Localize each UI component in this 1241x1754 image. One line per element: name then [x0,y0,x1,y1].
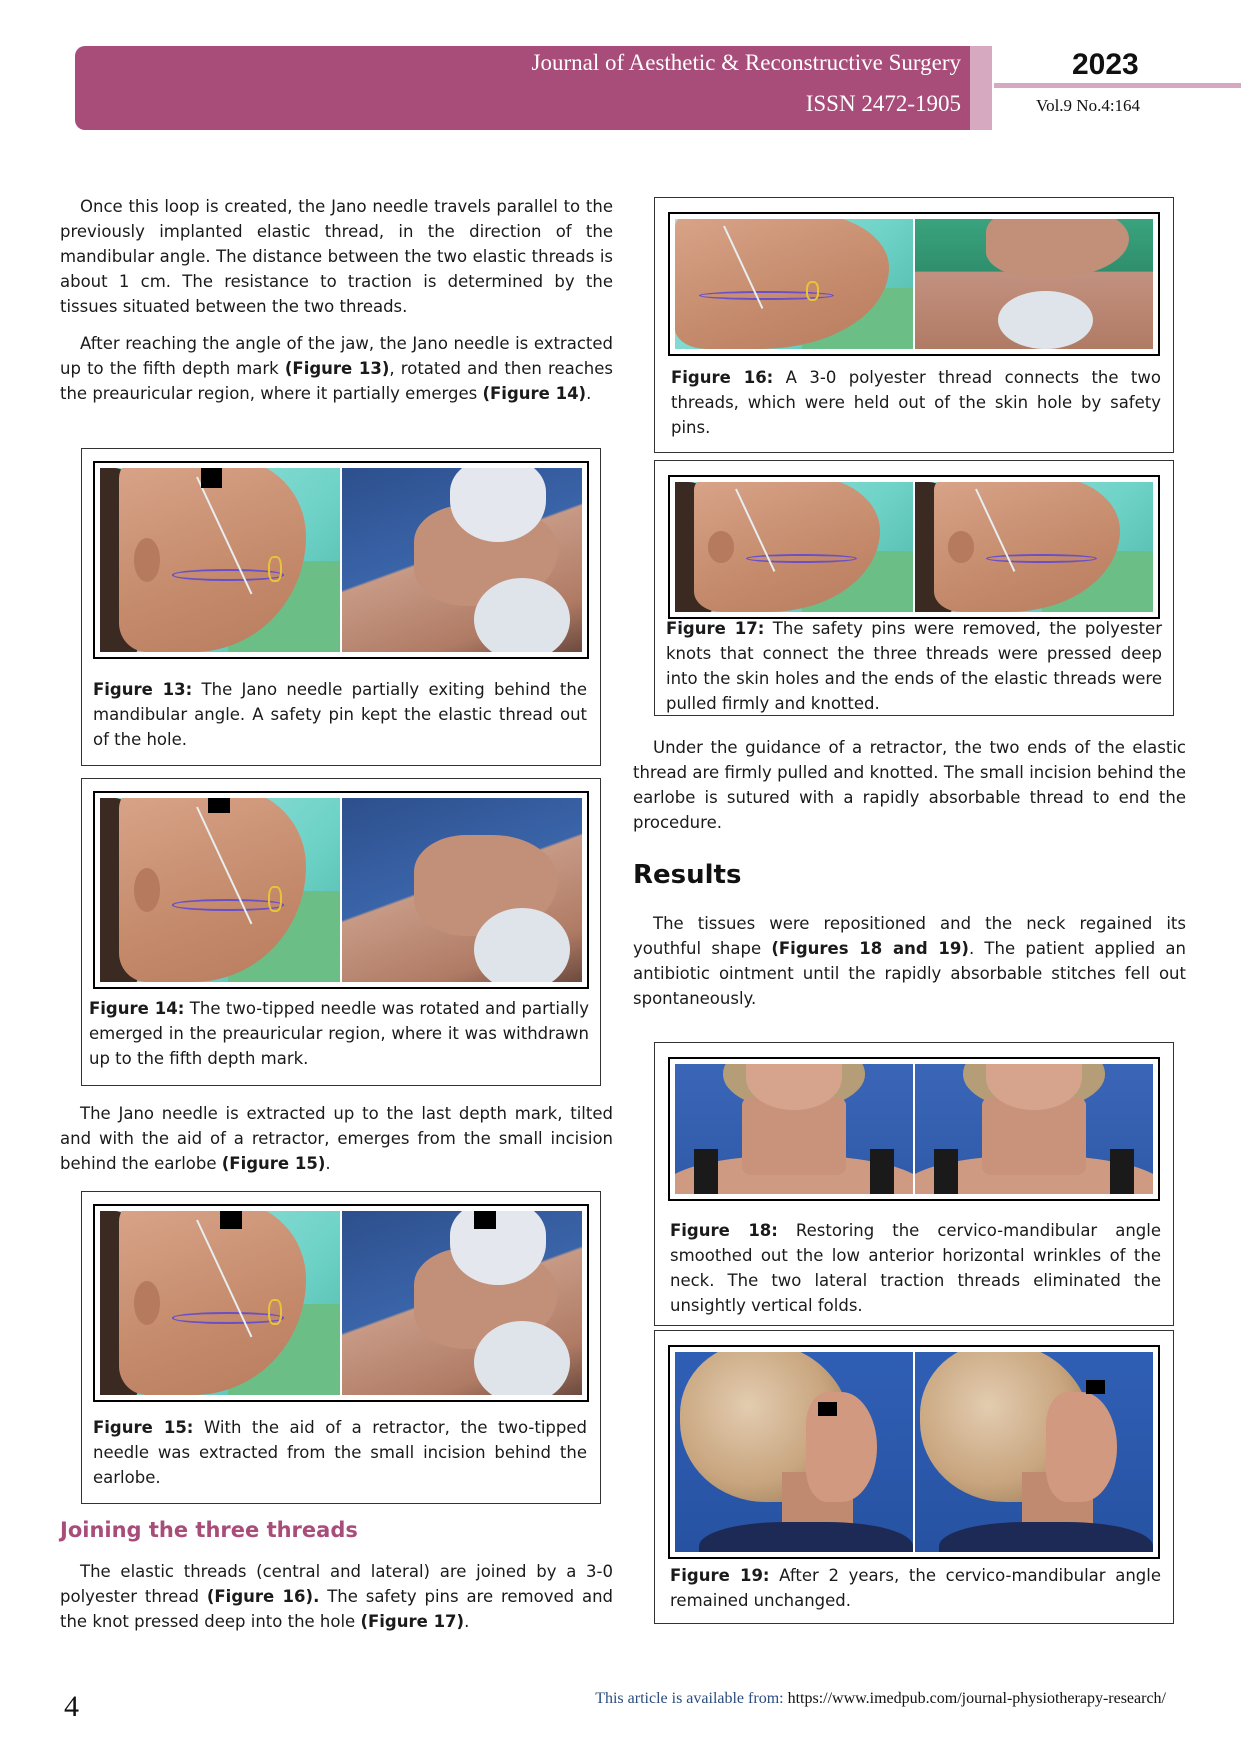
figure-13-ref: (Figure 13) [284,359,390,378]
figure-14-caption: Figure 14: The two-tipped needle was rotated and partially emerged in the preauricular region, where it was withdrawn up to the fifth depth mark. [89,999,589,1068]
figure-15-image-frame [93,1204,589,1402]
page-number: 4 [64,1690,79,1723]
figure-19-after-photo [915,1352,1153,1552]
figure-18-image-frame [668,1057,1160,1201]
figure-15-illustration [100,1211,340,1395]
figure-19-image-frame [668,1345,1160,1559]
left-paragraph-2: After reaching the angle of the jaw, the Jano needle is extracted up to the fifth depth mark (Figure 13), rotated and then reaches the preauricular region, where it partially emerges (Figure 14). [60,334,613,403]
journal-issn: ISSN 2472-1905 [805,91,961,116]
figure-14-illustration [100,798,340,982]
figure-16 [654,197,1174,453]
figure-15-censor-bar-2 [474,1211,496,1229]
figures-18-19-ref: (Figures 18 and 19) [771,939,969,958]
figure-15-ref: (Figure 15) [221,1154,326,1173]
footer-url[interactable]: https://www.imedpub.com/journal-physiotherapy-research/ [787,1690,1166,1707]
footer-availability [595,1690,1166,1708]
figure-13-caption: Figure 13: The Jano needle partially exiting behind the mandibular angle. A safety pin kept the elastic thread out of the hole. [93,680,587,749]
right-paragraph-2: The tissues were repositioned and the neck regained its youthful shape (Figures 18 and 19). The patient applied an antibiotic ointment until the rapidly absorbable stitches fell out spontaneously. [633,914,1186,1008]
figure-13 [81,448,601,766]
figure-16-ref: (Figure 16). [206,1587,320,1606]
left-paragraph-1: Once this loop is created, the Jano needle travels parallel to the previously implanted elastic thread, in the direction of the mandibular angle. The distance between the two elastic threads is about 1 cm. The resistance to traction is determined by the tissues situated between the two threads. [60,197,613,316]
figure-18-before-photo [675,1064,913,1194]
figure-14-ref: (Figure 14) [482,384,587,403]
right-paragraph-1: Under the guidance of a retractor, the two ends of the elastic thread are firmly pulled and knotted. The small incision behind the earlobe is sutured with a rapidly absorbable thread to end the procedure. [633,738,1186,832]
figure-14-image-frame [93,791,589,989]
figure-14 [81,778,601,1086]
figure-19-censor-bar-1 [818,1402,837,1416]
figure-14-clinical-photo [342,798,582,982]
results-heading: Results [633,860,742,890]
figure-13-clinical-photo [342,468,582,652]
figure-19-before-photo [675,1352,913,1552]
publication-year: 2023 [1072,48,1139,81]
figure-13-censor-bar [201,468,223,488]
header-rule [994,83,1241,88]
figure-16-image-frame [668,212,1160,356]
figure-17 [654,460,1174,716]
figure-18-after-photo [915,1064,1153,1194]
figure-15 [81,1191,601,1504]
figure-15-censor-bar-1 [220,1211,242,1229]
volume-info: Vol.9 No.4:164 [1036,96,1141,115]
figure-13-image-frame [93,461,589,659]
figure-18 [654,1042,1174,1326]
left-paragraph-4: The elastic threads (central and lateral) are joined by a 3-0 polyester thread (Figure 16). The safety pins are removed and the knot pressed deep into the hole (Figure 17). [60,1562,613,1631]
figure-17-caption: Figure 17: The safety pins were removed, the polyester knots that connect the three threads were pressed deep into the skin holes and the ends of the elastic threads were pulled firmly and knotted. [666,619,1162,713]
figure-15-caption: Figure 15: With the aid of a retractor, the two-tipped needle was extracted from the small incision behind the earlobe. [93,1418,587,1487]
figure-19-censor-bar-2 [1086,1380,1105,1394]
figure-16-clinical-photo [915,219,1153,349]
journal-title: Journal of Aesthetic & Reconstructive Surgery [531,50,961,75]
figure-19 [654,1330,1174,1624]
figure-13-illustration [100,468,340,652]
figure-18-caption: Figure 18: Restoring the cervico-mandibular angle smoothed out the low anterior horizontal wrinkles of the neck. The two lateral traction threads eliminated the unsightly vertical folds. [670,1221,1162,1315]
left-paragraph-3: The Jano needle is extracted up to the last depth mark, tilted and with the aid of a retractor, emerges from the small incision behind the earlobe (Figure 15). [60,1104,613,1173]
figure-19-caption: Figure 19: After 2 years, the cervico-mandibular angle remained unchanged. [670,1566,1161,1610]
figure-16-illustration [675,219,913,349]
figure-16-caption: Figure 16: A 3-0 polyester thread connects the two threads, which were held out of the skin hole by safety pins. [671,368,1161,437]
figure-17-image-frame [668,475,1160,619]
footer-label: This article is available from: [595,1690,788,1707]
header-tab [970,46,992,130]
figure-14-censor-bar [208,798,230,813]
figure-17-illustration-before [675,482,913,612]
figure-17-ref: (Figure 17) [360,1612,465,1631]
figure-15-clinical-photo [342,1211,582,1395]
figure-17-illustration-after [915,482,1153,612]
subsection-title: Joining the three threads [60,1518,358,1542]
